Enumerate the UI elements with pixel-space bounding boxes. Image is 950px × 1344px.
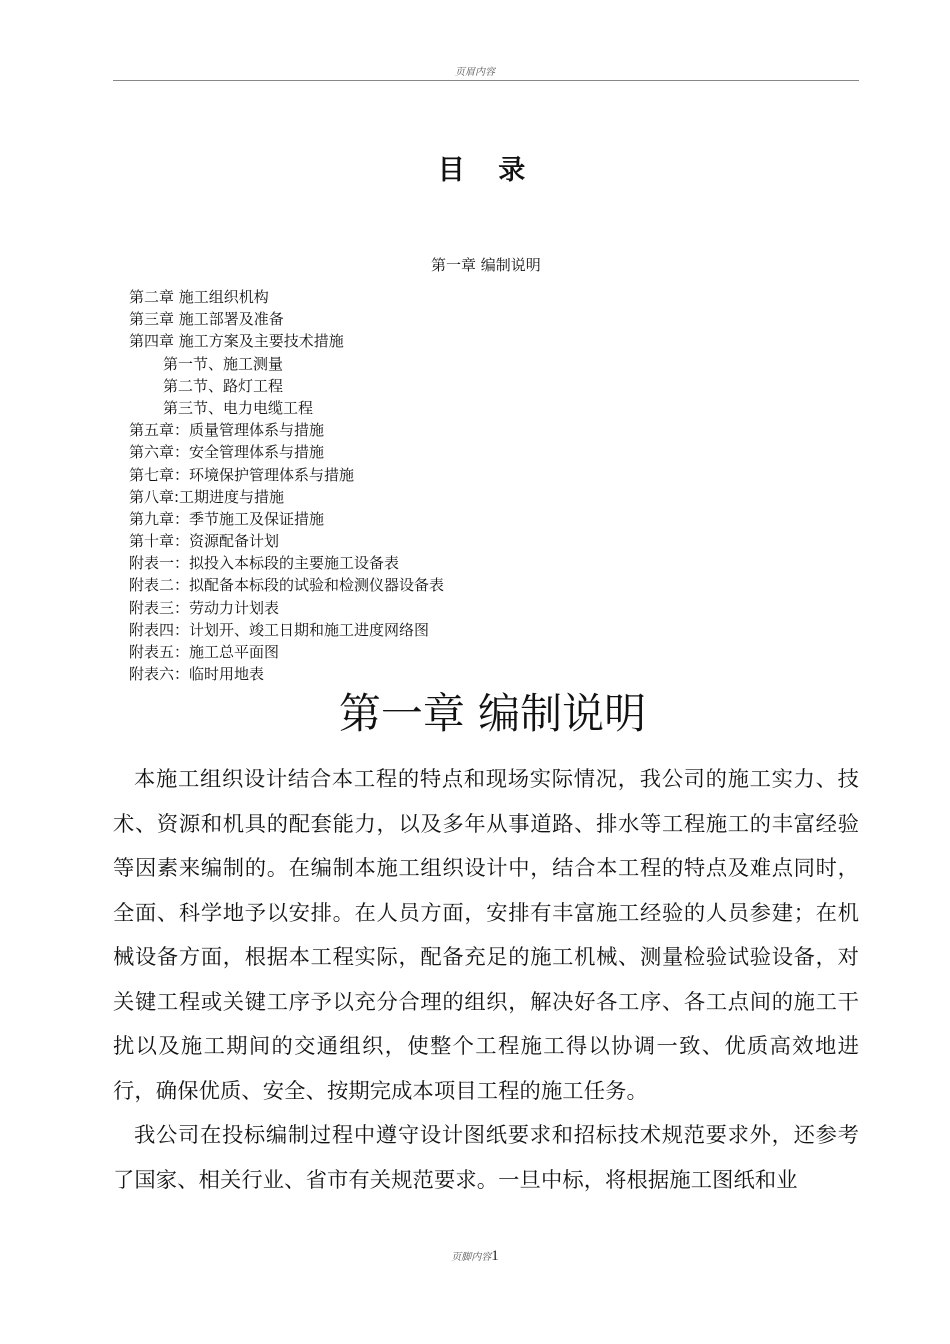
toc-entry: 第三章 施工部署及准备 bbox=[129, 310, 284, 329]
toc-entry: 第六章：安全管理体系与措施 bbox=[129, 443, 325, 462]
body-paragraph-1: 本施工组织设计结合本工程的特点和现场实际情况，我公司的施工实力、技术、资源和机具的配套能力，以及多年从事道路、排水等工程施工的丰富经验等因素来编制的。在编制本施工组织设计中，结合本工程的特点及难点同时，全面、科学地予以安排。在人员方面，安排有丰富施工经验的人员参建；在机械设备方面，根据本工程实际，配备充足的施工机械、测量检验试验设备，对关键工程或关键工序予以充分合理的组织，解决好各工序、各工点间的施工干扰以及施工期间的交通组织，使整个工程施工得以协调一致、优质高效地进行，确保优质、安全、按期完成本项目工程的施工任务。 bbox=[113, 767, 859, 1104]
body-paragraph-2: 我公司在投标编制过程中遵守设计图纸要求和招标技术规范要求外，还参考了国家、相关行业、省市有关规范要求。一旦中标，将根据施工图纸和业 bbox=[113, 1123, 859, 1193]
toc-entry: 第五章：质量管理体系与措施 bbox=[129, 421, 325, 440]
toc-title: 目 录 bbox=[437, 155, 538, 186]
toc-entry: 附表三：劳动力计划表 bbox=[129, 598, 280, 617]
toc-entry-first: 第一章 编制说明 bbox=[431, 256, 541, 274]
toc-entry: 第一节、施工测量 bbox=[163, 354, 284, 373]
toc-entry: 第九章：季节施工及保证措施 bbox=[129, 509, 325, 528]
toc-entry: 第八章:工期进度与措施 bbox=[129, 487, 285, 506]
header-divider bbox=[113, 80, 859, 81]
toc-entry: 第三节、电力电缆工程 bbox=[163, 398, 314, 417]
footer-text: 页脚内容 bbox=[451, 1252, 492, 1263]
toc-entry: 第四章 施工方案及主要技术措施 bbox=[129, 332, 344, 351]
toc-entry: 附表五：施工总平面图 bbox=[129, 643, 280, 661]
toc-entry: 第二章 施工组织机构 bbox=[129, 288, 269, 306]
toc-entry: 附表四：计划开、竣工日期和施工进度网络图 bbox=[129, 620, 430, 639]
toc-entry: 第七章：环境保护管理体系与措施 bbox=[129, 465, 355, 484]
page-header-text: 页眉内容 bbox=[455, 67, 495, 78]
page-footer bbox=[0, 1246, 950, 1268]
toc-entry: 附表一：拟投入本标段的主要施工设备表 bbox=[129, 554, 400, 573]
toc-list bbox=[129, 286, 444, 685]
toc-entry: 附表六：临时用地表 bbox=[129, 665, 265, 684]
toc-entry: 第二节、路灯工程 bbox=[163, 376, 284, 395]
toc-entry: 第十章：资源配备计划 bbox=[129, 532, 280, 551]
page-number: 1 bbox=[491, 1248, 499, 1264]
toc-entry: 附表二：拟配备本标段的试验和检测仪器设备表 bbox=[129, 576, 445, 595]
chapter-heading: 第一章 编制说明 bbox=[338, 689, 647, 738]
